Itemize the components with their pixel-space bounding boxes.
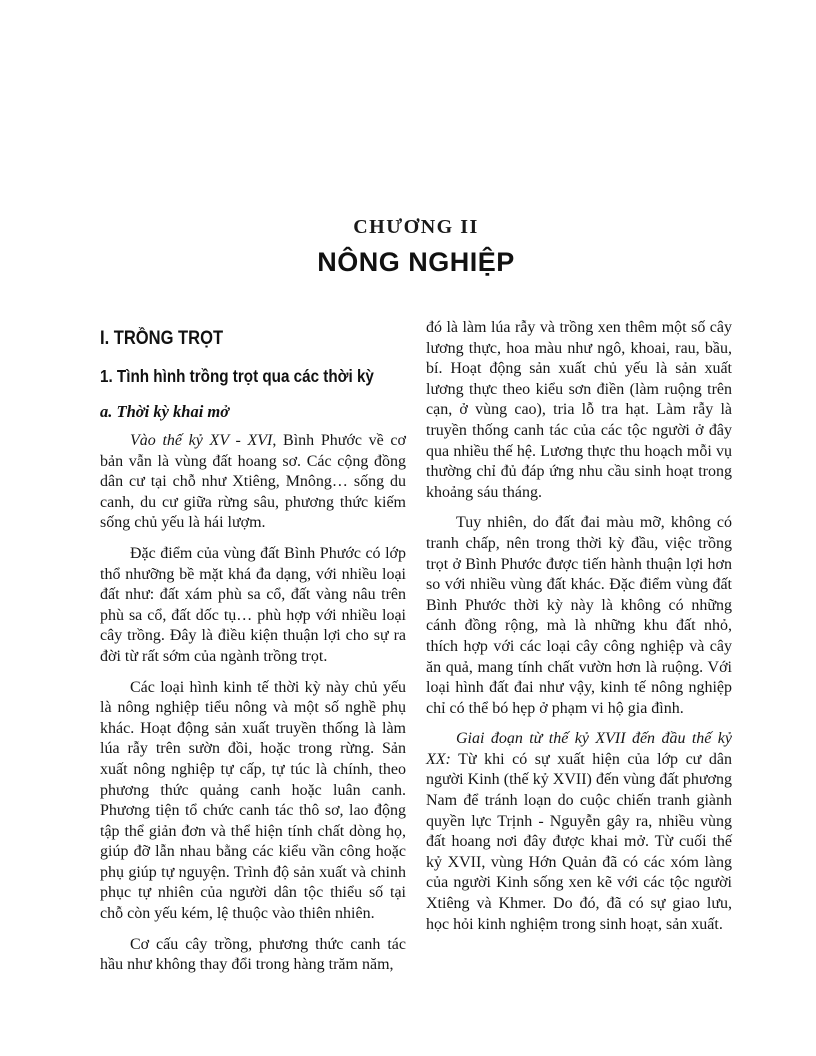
text-columns <box>100 318 732 976</box>
chapter-title: NÔNG NGHIỆP <box>317 247 515 277</box>
section-heading-text: I. TRỒNG TRỌT <box>100 328 224 349</box>
paragraph-text: Cơ cấu cây trồng, phương thức canh tác hầu như không thay đổi trong hàng trăm năm, <box>100 935 406 974</box>
paragraph <box>426 513 732 719</box>
left-column <box>100 318 406 976</box>
paragraph-text: đó là làm lúa rẫy và trồng xen thêm một số cây lương thực, hoa màu như ngô, khoai, rau, bầu, bí. Hoạt động sản xuất chủ yếu là sản xuất lương thực theo kiểu sơn điền (làm ruộng trên cạn, ở vùng cao), tria lỗ tra hạt. Làm rẫy là truyền thống canh tác của các tộc người ở đây qua nhiều thế hệ. Lương thực thu hoạch mỗi vụ thường chỉ đủ đáp ứng nhu cầu sinh hoạt trong khoảng sáu tháng. <box>426 319 732 501</box>
paragraph-text: Các loại hình kinh tế thời kỳ này chủ yếu là nông nghiệp tiểu nông và một số nghề phụ khác. Hoạt động sản xuất truyền thống là làm lúa rẫy trên sườn đồi, hoặc trong rừng. Sản xuất nông nghiệp tự cấp, tự túc là chính, theo phương thức quảng canh hoặc luân canh. Phương tiện tổ chức canh tác thô sơ, lao động tập thể giản đơn và thể hiện tính chất dòng họ, giúp đỡ lẫn nhau bằng các kiểu vần công hoặc phụ giúp tự nguyện. Trình độ sản xuất và chinh phục tự nhiên của người dân tộc thiểu số tại chỗ còn yếu kém, lệ thuộc vào thiên nhiên. <box>100 678 406 923</box>
subsubsection-heading: a. Thời kỳ khai mở <box>100 402 230 421</box>
paragraph <box>100 935 406 976</box>
right-column <box>426 318 732 976</box>
subsection-heading-text: 1. Tình hình trồng trọt qua các thời kỳ <box>100 366 374 386</box>
paragraph-text: , Bình Phước về cơ bản vẫn là vùng đất hoang sơ. Các cộng đồng dân cư tại chỗ như Xtiêng, Mnông… sống du canh, du cư giữa rừng sâu, phương thức kiếm sống chủ yếu là hái lượm. <box>100 432 406 532</box>
paragraph-text: Từ khi có sự xuất hiện của lớp cư dân người Kinh (thế kỷ XVII) đến vùng đất phương Nam để tránh loạn do cuộc chiến tranh giành quyền lực Trịnh - Nguyễn gây ra, nhiều vùng đất hoang nơi đây được khai mở. Từ cuối thế kỷ XVII, vùng Hớn Quản đã có các xóm làng của người Kinh sống xen kẽ với các tộc người Xtiêng và Khmer. Do đó, đã có sự giao lưu, học hỏi kinh nghiệm trong sinh hoạt, sản xuất. <box>426 750 732 933</box>
paragraph <box>426 729 732 935</box>
paragraph <box>426 318 732 503</box>
paragraph-text: Tuy nhiên, do đất đai màu mỡ, không có tranh chấp, nên trong thời kỳ đầu, việc trồng trọt ở Bình Phước được tiến hành thuận lợi hơn so với nhiều vùng đất khác. Đặc điểm vùng đất Bình Phước thời kỳ này là không có những cánh đồng rộng, mà là những khu đất nhỏ, thích hợp với các loại cây công nghiệp và cây ăn quả, mang tính chất vườn hơn là ruộng. Với loại hình đất đai như vậy, kinh tế nông nghiệp chỉ có thể bó hẹp ở phạm vi hộ gia đình. <box>426 514 732 717</box>
paragraph-lead-italic: Giai đoạn từ thế kỷ XVII đến đầu thế kỷ XX: <box>426 730 732 768</box>
paragraph <box>100 678 406 925</box>
paragraph-text: Đặc điểm của vùng đất Bình Phước có lớp thổ nhưỡng bề mặt khá đa dạng, với nhiều loại đất như: đất xám phù sa cổ, đất vàng nâu trên phù sa cổ, đất dốc tụ… phù hợp với nhiều loại cây trồng. Đây là điều kiện thuận lợi cho sự ra đời từ rất sớm của ngành trồng trọt. <box>100 544 406 665</box>
paragraph-lead-italic: Vào thế kỷ XV - XVI <box>130 432 273 449</box>
chapter-head <box>100 216 732 278</box>
subsection-heading <box>100 366 406 387</box>
section-heading <box>100 328 406 350</box>
paragraph <box>100 431 406 534</box>
chapter-label: CHƯƠNG II <box>353 216 479 238</box>
paragraph <box>100 544 406 668</box>
